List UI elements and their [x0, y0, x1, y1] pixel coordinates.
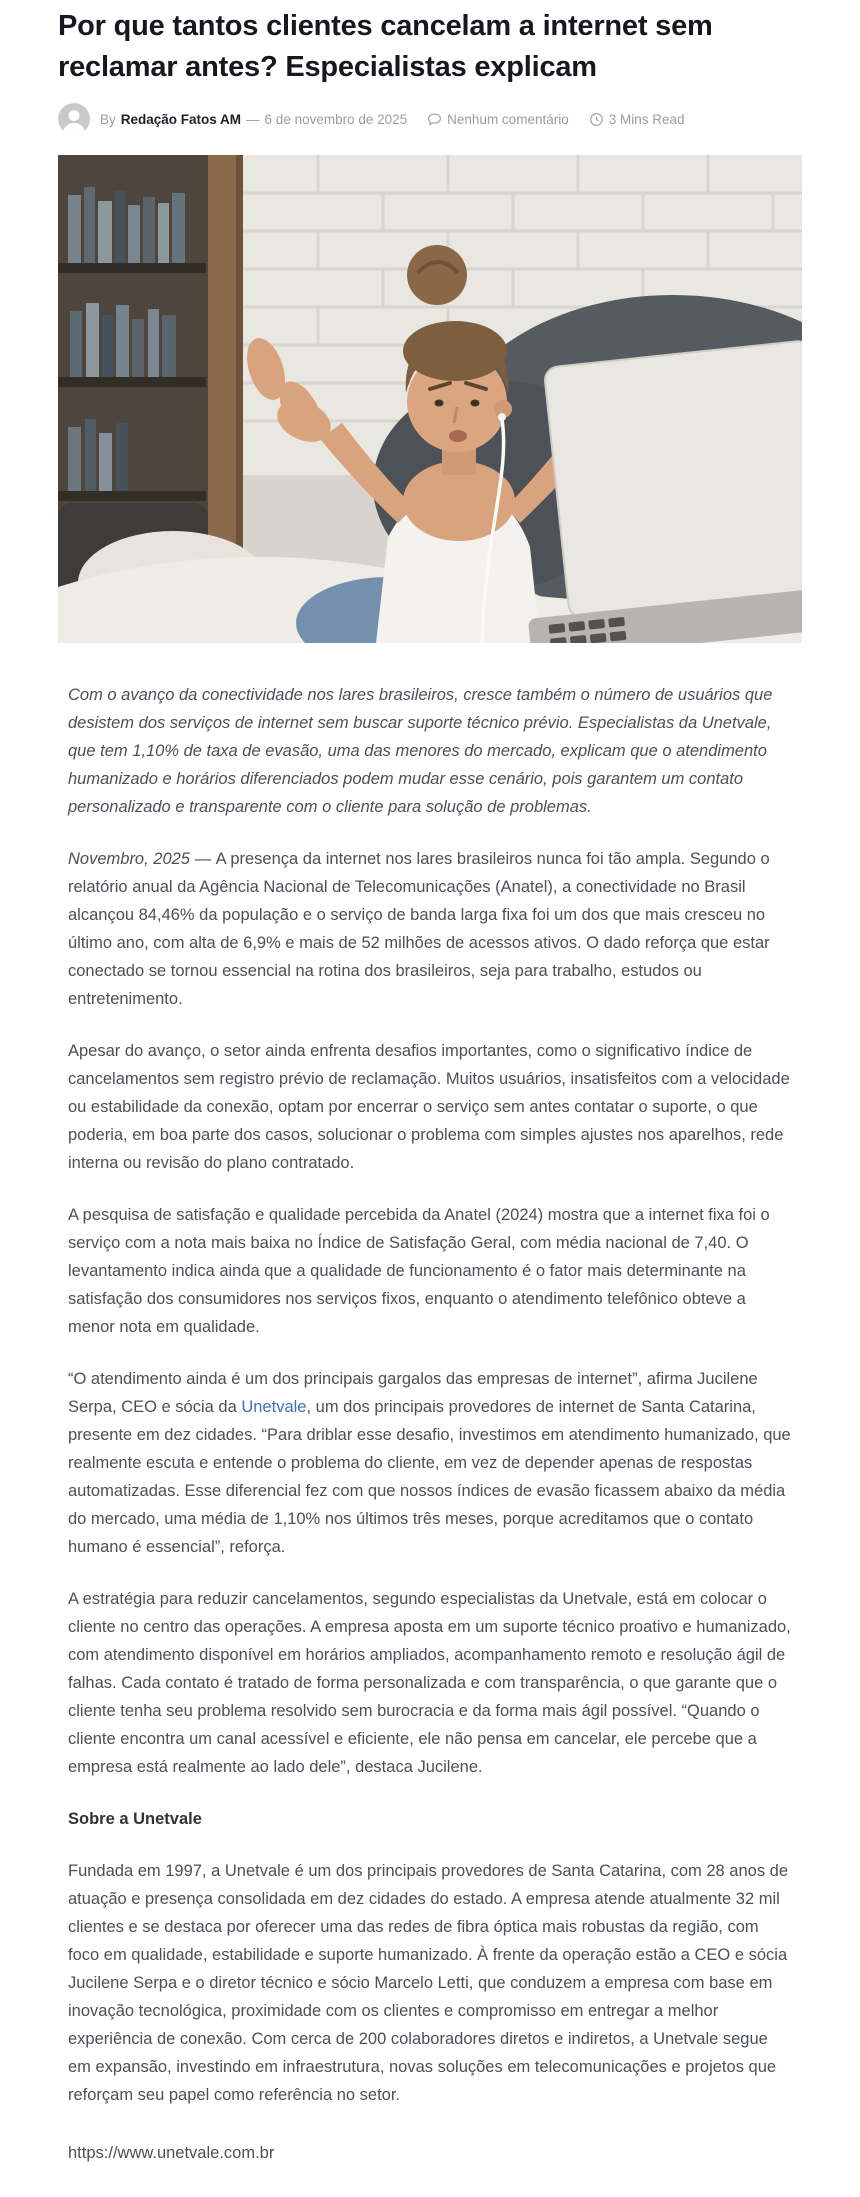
comments-meta[interactable]	[427, 112, 569, 127]
text-segment: Apesar do avanço, o setor ainda enfrenta desafios importantes, como o significativo índice de cancelamentos sem registro prévio de reclamação. Muitos usuários, insatisfeitos com a velocidade ou estabilidade da conexão, optam por encerrar o serviço sem antes contatar o suporte, o que poderia, em boa parte dos casos, solucionar o problema com simples ajustes nos aparelhos, rede interna ou revisão do plano contratado.	[68, 1042, 790, 1173]
article-body	[58, 681, 802, 2167]
by-label: By	[100, 111, 116, 127]
unetvale-link[interactable]: Unetvale	[241, 1398, 307, 1417]
byline	[58, 103, 802, 135]
section-heading-sobre: Sobre a Unetvale	[68, 1810, 202, 1829]
comment-bubble-icon	[427, 112, 442, 127]
paragraph-estrategia	[68, 1585, 792, 1781]
text-segment: A presença da internet nos lares brasileiros nunca foi tão ampla. Segundo o relatório anual da Agência Nacional de Telecomunicações (Anatel), a conectividade no Brasil alcançou 84,46% da população e o serviço de banda larga fixa foi um dos que mais cresceu no último ano, com alta de 6,9% e mais de 52 milhões de acessos ativos. O dado reforça que estar conectado se tornou essencial na rotina dos brasileiros, seja para trabalho, estudos ou entretenimento.	[68, 850, 770, 1009]
author-meta	[100, 112, 407, 127]
text-segment: https://www.unetvale.com.br	[68, 2144, 275, 2163]
text-segment: Novembro, 2025 —	[68, 850, 216, 869]
text-segment: Fundada em 1997, a Unetvale é um dos principais provedores de Santa Catarina, com 28 anos de atuação e presença consolidada em dez cidades do estado. A empresa atende atualmente 32 mil clientes e se destaca por oferecer uma das redes de fibra óptica mais robustas da região, com foco em qualidade, estabilidade e suporte humanizado. À frente da operação estão a CEO e sócia Jucilene Serpa e o diretor técnico e sócio Marcelo Letti, que conduzem a empresa com base em inovação tecnológica, proximidade com os clientes e compromisso em entregar a melhor experiência de conexão. Com cerca de 200 colaboradores diretos e indiretos, a Unetvale segue em expansão, investindo em infraestrutura, novas soluções em telecomunicações e projetos que reforçam seu papel como referência no setor.	[68, 1862, 789, 2105]
paragraph-quote-jucilene	[68, 1365, 792, 1561]
read-time-meta	[589, 112, 685, 127]
clock-icon	[589, 112, 604, 127]
featured-image-illustration	[58, 155, 802, 643]
paragraph-pesquisa-satisfacao	[68, 1201, 792, 1341]
read-time-label: 3 Mins Read	[608, 111, 685, 127]
comments-label[interactable]: Nenhum comentário	[447, 111, 569, 127]
text-segment: A pesquisa de satisfação e qualidade percebida da Anatel (2024) mostra que a internet fixa foi o serviço com a nota mais baixa no Índice de Satisfação Geral, com média nacional de 7,40. O levantamento indica ainda que a qualidade de funcionamento é o fator mais determinante na satisfação dos consumidores nos serviços fixos, enquanto o atendimento telefônico obteve a menor nota em qualidade.	[68, 1206, 770, 1337]
text-segment: Com o avanço da conectividade nos lares brasileiros, cresce também o número de usuários que desistem dos serviços de internet sem buscar suporte técnico prévio. Especialistas da Unetvale, que tem 1,10% de taxa de evasão, uma das menores do mercado, explicam que o atendimento humanizado e horários diferenciados podem mudar esse cenário, pois garantem um contato personalizado e transparente com o cliente para solução de problemas.	[68, 686, 773, 817]
author-link[interactable]: Redação Fatos AM	[120, 111, 242, 127]
text-segment: , um dos principais provedores de internet de Santa Catarina, presente em dez cidades. “Para driblar esse desafio, investimos em atendimento humanizado, que realmente escuta e entende o problema do cliente, em vez de depender apenas de respostas automatizadas. Esse diferencial fez com que nossos índices de evasão ficassem abaixo da média do mercado, uma média de 1,10% nos últimos três meses, porque acreditamos que o contato humano é essencial”, reforça.	[68, 1398, 791, 1557]
author-avatar[interactable]	[58, 103, 90, 135]
paragraph-cancelamentos	[68, 1037, 792, 1177]
text-segment: A estratégia para reduzir cancelamentos, segundo especialistas da Unetvale, está em colocar o cliente no centro das operações. A empresa aposta em um suporte técnico proativo e humanizado, com atendimento disponível em horários ampliados, acompanhamento remoto e resolução ágil de falhas. Cada contato é tratado de forma personalizada e com transparência, o que garante que o cliente tenha seu problema resolvido sem burocracia e da forma mais ágil possível. “Quando o cliente encontra um canal acessível e eficiente, ele não pensa em cancelar, ele percebe que a empresa está realmente ao lado dele”, destaca Jucilene.	[68, 1590, 791, 1777]
avatar-person-icon	[58, 103, 90, 135]
featured-image	[58, 155, 802, 643]
paragraph-anatel-overview	[68, 845, 792, 1013]
source-url	[68, 2139, 792, 2167]
paragraph-sobre-unetvale	[68, 1857, 792, 2109]
text-segment: “O atendimento ainda é um dos principais gargalos das empresas de internet”, afirma Jucilene Serpa, CEO e sócia da	[68, 1370, 758, 1417]
date-separator: —	[246, 111, 260, 127]
intro-paragraph	[68, 681, 792, 821]
publish-date: 6 de novembro de 2025	[264, 111, 408, 127]
article-title: Por que tantos clientes cancelam a internet sem reclamar antes? Especialistas explicam	[58, 10, 713, 83]
